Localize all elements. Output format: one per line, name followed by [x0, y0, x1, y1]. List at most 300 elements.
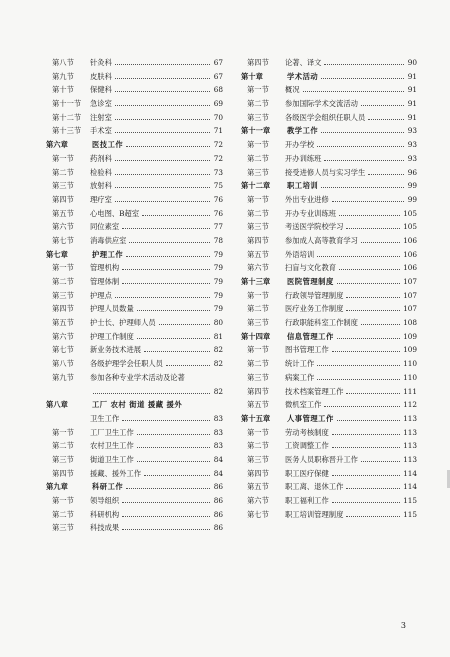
dot-leader: [332, 446, 400, 448]
dot-leader: [332, 200, 404, 202]
toc-section: [241, 236, 417, 245]
dot-leader: [317, 255, 400, 257]
toc-section: [241, 209, 417, 218]
toc-title: 学术活动: [287, 71, 319, 81]
dot-leader: [115, 77, 210, 79]
toc-section: [46, 181, 223, 190]
toc-title: 护理工作制度: [90, 331, 134, 341]
toc-section: [46, 236, 223, 245]
toc-section: [241, 140, 417, 149]
dot-leader: [144, 474, 210, 476]
toc-page-number: 106: [403, 249, 417, 259]
toc-title: 职工离、退休工作: [285, 482, 344, 492]
dot-leader: [115, 63, 210, 65]
toc-section-number: 第三节: [247, 167, 269, 177]
toc-section: [46, 441, 223, 450]
toc-section-number: 第四节: [52, 194, 74, 204]
dot-leader: [115, 159, 210, 161]
toc-title: 科研工作: [92, 482, 124, 492]
toc-section-number: 第三节: [247, 318, 269, 328]
toc-page-number: 99: [407, 194, 417, 204]
toc-section-number: 第八节: [52, 58, 74, 67]
toc-page-number: 91: [407, 99, 417, 109]
toc-chapter: [241, 277, 417, 286]
toc-section: [46, 126, 223, 135]
dot-leader: [303, 90, 404, 92]
toc-page-number: 86: [213, 509, 223, 519]
toc-page-number: 115: [403, 496, 417, 505]
toc-title: 参加国际学术交流活动: [285, 99, 358, 109]
toc-section-number: 第六节: [52, 331, 74, 341]
toc-section-number: 第三节: [247, 112, 269, 122]
dot-leader: [368, 118, 404, 120]
toc-section: [46, 345, 223, 354]
toc-title: 皮肤科: [90, 71, 112, 81]
toc-page-number: 79: [213, 290, 223, 300]
toc-section-number: 第十五章: [241, 413, 271, 423]
dot-leader: [115, 186, 210, 188]
toc-title: 卫生工作: [90, 413, 120, 423]
dot-leader: [115, 104, 210, 106]
toc-section-number: 第二节: [247, 441, 269, 451]
toc-title: 开办学校: [285, 140, 315, 150]
toc-page-number: 86: [213, 482, 223, 492]
dot-leader: [122, 515, 210, 517]
dot-leader: [337, 419, 400, 421]
toc-section: [46, 222, 223, 231]
toc-section: [241, 99, 417, 108]
toc-title: 接受进修人员与实习学生: [285, 167, 366, 177]
toc-page-number: 68: [213, 85, 223, 95]
toc-title: 考送医学院校学习: [285, 222, 344, 232]
toc-title: 管理体制: [90, 277, 120, 286]
toc-title: 外出专业进修: [285, 194, 329, 204]
toc-page-number: 67: [213, 58, 223, 67]
toc-page-number: 114: [403, 468, 417, 478]
toc-page-number: 106: [403, 235, 417, 245]
toc-section-number: 第十节: [52, 85, 74, 95]
toc-section-number: 第七节: [52, 235, 74, 245]
toc-section: [241, 85, 417, 94]
dot-leader: [126, 487, 210, 489]
toc-section-number: 第二节: [247, 359, 269, 369]
toc-section-number: 第八章: [46, 400, 68, 410]
toc-title: 各级护理学会任职人员: [90, 359, 163, 369]
toc-chapter: [241, 181, 417, 190]
toc-section-number: 第七节: [247, 509, 269, 519]
toc-title: 放射科: [90, 181, 112, 191]
toc-section: [46, 359, 223, 368]
toc-section: [241, 359, 417, 368]
toc-page-number: 112: [403, 400, 417, 410]
toc-chapter: [241, 72, 417, 81]
toc-page-number: 91: [407, 112, 417, 122]
dot-leader: [122, 268, 210, 270]
toc-title: 参加成人高等教育学习: [285, 235, 358, 245]
toc-page-number: 76: [213, 208, 223, 218]
page-number: 3: [400, 621, 406, 630]
toc-title: 行政领导管理制度: [285, 290, 344, 300]
toc-title: 概况: [285, 85, 300, 95]
toc-section-number: 第三节: [247, 222, 269, 232]
dot-leader: [339, 214, 400, 216]
toc-section: [241, 318, 417, 327]
dot-leader: [126, 255, 210, 257]
toc-title: 职工培训管理制度: [285, 509, 344, 519]
toc-section-number: 第一节: [247, 345, 269, 355]
toc-section-number: 第六节: [247, 263, 269, 273]
toc-title: 论著、译文: [285, 58, 322, 67]
toc-section: [46, 85, 223, 94]
dot-leader: [122, 419, 210, 421]
toc-section-number: 第十章: [241, 71, 263, 81]
toc-section: [46, 72, 223, 81]
dot-leader: [122, 282, 210, 284]
toc-section-number: 第五节: [247, 482, 269, 492]
toc-section: [241, 58, 417, 67]
toc-title: 各级医学会组织任职人员: [285, 112, 366, 122]
toc-section: [46, 291, 223, 300]
toc-page-number: 72: [213, 140, 223, 150]
toc-section: [46, 304, 223, 313]
toc-title: 医院管理制度: [287, 277, 334, 286]
dot-leader: [115, 131, 210, 133]
toc-page-number: 107: [403, 304, 417, 314]
dot-leader: [115, 118, 210, 120]
toc-continuation: [46, 387, 223, 396]
dot-leader: [115, 200, 210, 202]
toc-section-number: 第五节: [52, 318, 74, 328]
toc-section-number: 第二节: [247, 208, 269, 218]
toc-title: 参加各种专业学术活动及论著: [90, 372, 185, 382]
toc-title: 行政职能科室工作制度: [285, 318, 358, 328]
toc-page-number: 91: [407, 85, 417, 95]
toc-section-number: 第四节: [247, 58, 269, 67]
toc-title: 职工福利工作: [285, 496, 329, 505]
toc-section: [46, 58, 223, 67]
dot-leader: [137, 433, 210, 435]
dot-leader: [361, 460, 400, 462]
toc-section: [46, 263, 223, 272]
toc-section: [241, 469, 417, 478]
toc-title: 护理工作: [92, 249, 124, 259]
dot-leader: [346, 296, 400, 298]
toc-title: 职工医疗保健: [285, 468, 329, 478]
dot-leader: [346, 392, 400, 394]
toc-section: [241, 510, 417, 519]
toc-page-number: 113: [403, 454, 417, 464]
toc-title: 医务人员职称晋升工作: [285, 454, 358, 464]
toc-page-number: 107: [403, 277, 417, 286]
toc-section: [241, 482, 417, 491]
dot-leader: [126, 145, 210, 147]
toc-section: [46, 428, 223, 437]
toc-title: 图书管理工作: [285, 345, 329, 355]
toc-page-number: 90: [407, 58, 417, 67]
toc-section: [241, 113, 417, 122]
toc-page-number: 106: [403, 263, 417, 273]
dot-leader: [368, 173, 404, 175]
dot-leader: [137, 337, 210, 339]
toc-page-number: 110: [403, 359, 417, 369]
dot-leader: [324, 159, 404, 161]
toc-section: [241, 168, 417, 177]
toc-title: 检验科: [90, 167, 112, 177]
dot-leader: [137, 446, 210, 448]
toc-title: 注射室: [90, 112, 112, 122]
toc-section-number: 第十二节: [52, 112, 82, 122]
toc-page-number: 67: [213, 71, 223, 81]
toc-section-number: 第一节: [52, 427, 74, 437]
toc-page-number: 86: [213, 523, 223, 533]
toc-title: 领导组织: [90, 496, 120, 505]
dot-leader: [337, 337, 400, 339]
dot-leader: [332, 350, 400, 352]
toc-section: [46, 523, 223, 532]
dot-leader: [346, 515, 400, 517]
toc-section-number: 第五节: [247, 400, 269, 410]
toc-page-number: 73: [213, 167, 223, 177]
toc-page-number: 79: [213, 304, 223, 314]
toc-chapter: [46, 250, 223, 259]
toc-section: [46, 332, 223, 341]
toc-section-number: 第四节: [247, 386, 269, 396]
toc-section-number: 第二节: [52, 441, 74, 451]
toc-section-number: 第一节: [247, 85, 269, 95]
dot-leader: [361, 104, 404, 106]
toc-section-number: 第一节: [247, 290, 269, 300]
toc-page-number: 75: [213, 181, 223, 191]
toc-section: [241, 455, 417, 464]
toc-page-number: 82: [213, 359, 223, 369]
toc-chapter: [241, 332, 417, 341]
toc-section-number: 第四节: [247, 235, 269, 245]
dot-leader: [321, 77, 404, 79]
toc-section-number: 第二节: [247, 304, 269, 314]
toc-page-number: 114: [403, 482, 417, 492]
toc-page-number: 93: [407, 126, 417, 136]
toc-title: 科研机构: [90, 509, 120, 519]
toc-chapter: [46, 400, 223, 409]
toc-section-number: 第一节: [247, 140, 269, 150]
toc-section-number: 第七章: [46, 249, 68, 259]
toc-page-number: 78: [213, 235, 223, 245]
toc-section-number: 第十一章: [241, 126, 271, 136]
toc-page-number: 96: [407, 167, 417, 177]
toc-page-number: 82: [213, 386, 223, 396]
toc-title: 信息管理工作: [287, 331, 334, 341]
toc-section-number: 第一节: [52, 153, 74, 163]
toc-page-number: 77: [213, 222, 223, 232]
toc-title: 消毒供应室: [90, 235, 127, 245]
toc-page-number: 113: [403, 413, 417, 423]
toc-page-number: 93: [407, 153, 417, 163]
toc-section-number: 第十三章: [241, 277, 271, 286]
toc-title: 外语培训: [285, 249, 315, 259]
toc-page-number: 80: [213, 318, 223, 328]
toc-chapter: [46, 482, 223, 491]
dot-leader: [321, 131, 404, 133]
toc-section-number: 第一节: [52, 496, 74, 505]
toc-section: [241, 496, 417, 505]
toc-section: [46, 373, 223, 382]
toc-section-number: 第九节: [52, 372, 74, 382]
toc-page-number: 105: [403, 208, 417, 218]
toc-title: 人事管理工作: [287, 413, 334, 423]
toc-column-left: [46, 58, 223, 537]
toc-section: [46, 168, 223, 177]
toc-section-number: 第十四章: [241, 331, 271, 341]
toc-section: [241, 195, 417, 204]
toc-section-number: 第九章: [46, 482, 68, 492]
toc-page-number: 111: [403, 386, 417, 396]
toc-section: [46, 209, 223, 218]
dot-leader: [159, 323, 210, 325]
toc-section-number: 第二节: [52, 509, 74, 519]
toc-section: [241, 304, 417, 313]
toc-title: 工厂卫生工作: [90, 427, 134, 437]
toc-section: [46, 318, 223, 327]
toc-title: 农村卫生工作: [90, 441, 134, 451]
toc-section-number: 第五节: [52, 208, 74, 218]
toc-title: 扫盲与文化教育: [285, 263, 337, 273]
dot-leader: [122, 227, 210, 229]
dot-leader: [144, 350, 210, 352]
toc-section: [46, 469, 223, 478]
toc-section: [241, 222, 417, 231]
toc-chapter: [241, 414, 417, 423]
toc-section-number: 第七节: [52, 345, 74, 355]
toc-section: [46, 195, 223, 204]
toc-section-number: 第三节: [247, 454, 269, 464]
toc-page-number: 81: [213, 331, 223, 341]
toc-title: 护理点: [90, 290, 112, 300]
toc-section-number: 第四节: [52, 304, 74, 314]
dot-leader: [317, 364, 400, 366]
toc-section-number: 第一节: [52, 263, 74, 273]
toc-chapter: [241, 126, 417, 135]
toc-section: [241, 387, 417, 396]
toc-section-number: 第四节: [247, 468, 269, 478]
toc-title: 援藏、援外工作: [90, 468, 142, 478]
toc-page-number: 79: [213, 263, 223, 273]
toc-page-number: 72: [213, 153, 223, 163]
dot-leader: [122, 528, 210, 530]
dot-leader: [337, 282, 400, 284]
dot-leader: [332, 433, 400, 435]
toc-page-number: 110: [403, 372, 417, 382]
toc-section-number: 第十一节: [52, 99, 82, 109]
toc-section: [46, 113, 223, 122]
toc-section-number: 第二节: [247, 153, 269, 163]
toc-page-number: 113: [403, 441, 417, 451]
toc-title: 工资调整工作: [285, 441, 329, 451]
toc-section-number: 第二节: [52, 277, 74, 286]
toc-title: 保健科: [90, 85, 112, 95]
toc-page-number: 105: [403, 222, 417, 232]
toc-title: 护理人员数量: [90, 304, 134, 314]
toc-section: [46, 455, 223, 464]
dot-leader: [115, 90, 210, 92]
toc-section-number: 第五节: [247, 249, 269, 259]
toc-page-number: 83: [213, 427, 223, 437]
toc-title: 医疗业务工作制度: [285, 304, 344, 314]
toc-section: [241, 263, 417, 272]
toc-section: [46, 510, 223, 519]
toc-title: 管理机构: [90, 263, 120, 273]
toc-title: 理疗室: [90, 194, 112, 204]
toc-page-number: 91: [407, 71, 417, 81]
toc-title: 职工培训: [287, 181, 319, 191]
toc-section-number: 第六章: [46, 140, 68, 150]
toc-title: 科技成果: [90, 523, 120, 533]
toc-section-number: 第一节: [247, 194, 269, 204]
toc-section: [46, 277, 223, 286]
toc-title: 劳动考核制度: [285, 427, 329, 437]
toc-page-number: 70: [213, 112, 223, 122]
toc-page-number: 76: [213, 194, 223, 204]
dot-leader: [324, 63, 404, 65]
toc-section-number: 第一节: [247, 427, 269, 437]
toc-page-number: 82: [213, 345, 223, 355]
toc-title: 统计工作: [285, 359, 315, 369]
dot-leader: [317, 378, 400, 380]
toc-title: 针灸科: [90, 58, 112, 67]
toc-section: [46, 99, 223, 108]
toc-page-number: 83: [213, 413, 223, 423]
toc-title: 教学工作: [287, 126, 319, 136]
toc-page-number: 79: [213, 249, 223, 259]
toc-section: [241, 154, 417, 163]
toc-title: 药剂科: [90, 153, 112, 163]
toc-chapter: [46, 140, 223, 149]
toc-title: 急诊室: [90, 99, 112, 109]
dot-leader: [129, 241, 210, 243]
dot-leader: [115, 296, 210, 298]
toc-section: [241, 250, 417, 259]
dot-leader: [137, 309, 210, 311]
toc-section-number: 第四节: [52, 468, 74, 478]
dot-leader: [324, 405, 400, 407]
toc-title: 同位素室: [90, 222, 120, 232]
toc-section-number: 第三节: [52, 523, 74, 533]
toc-section-number: 第二节: [247, 99, 269, 109]
toc-page-number: 71: [213, 126, 223, 136]
toc-title: 技术档案管理工作: [285, 386, 344, 396]
toc-page-number: 109: [403, 345, 417, 355]
toc-section: [241, 345, 417, 354]
toc-page-number: 84: [213, 468, 223, 478]
toc-title: 手术室: [90, 126, 112, 136]
toc-section-number: 第三节: [247, 372, 269, 382]
dot-leader: [346, 227, 400, 229]
toc-page-number: 109: [403, 331, 417, 341]
toc-section-number: 第十二章: [241, 181, 271, 191]
toc-page-number: 113: [403, 427, 417, 437]
toc-section: [241, 428, 417, 437]
toc-section: [241, 400, 417, 409]
toc-section: [241, 441, 417, 450]
toc-section-number: 第九节: [52, 71, 74, 81]
toc-section-number: 第六节: [52, 222, 74, 232]
toc-title: 工厂 农村 街道 援藏 援外: [92, 400, 183, 410]
toc-title: 开办专业训练班: [285, 208, 337, 218]
toc-title: 新业务技术进展: [90, 345, 142, 355]
toc-page-number: 108: [403, 318, 417, 328]
toc-section: [46, 154, 223, 163]
dot-leader: [321, 186, 404, 188]
toc-title: 心电图、B超室: [90, 208, 140, 218]
